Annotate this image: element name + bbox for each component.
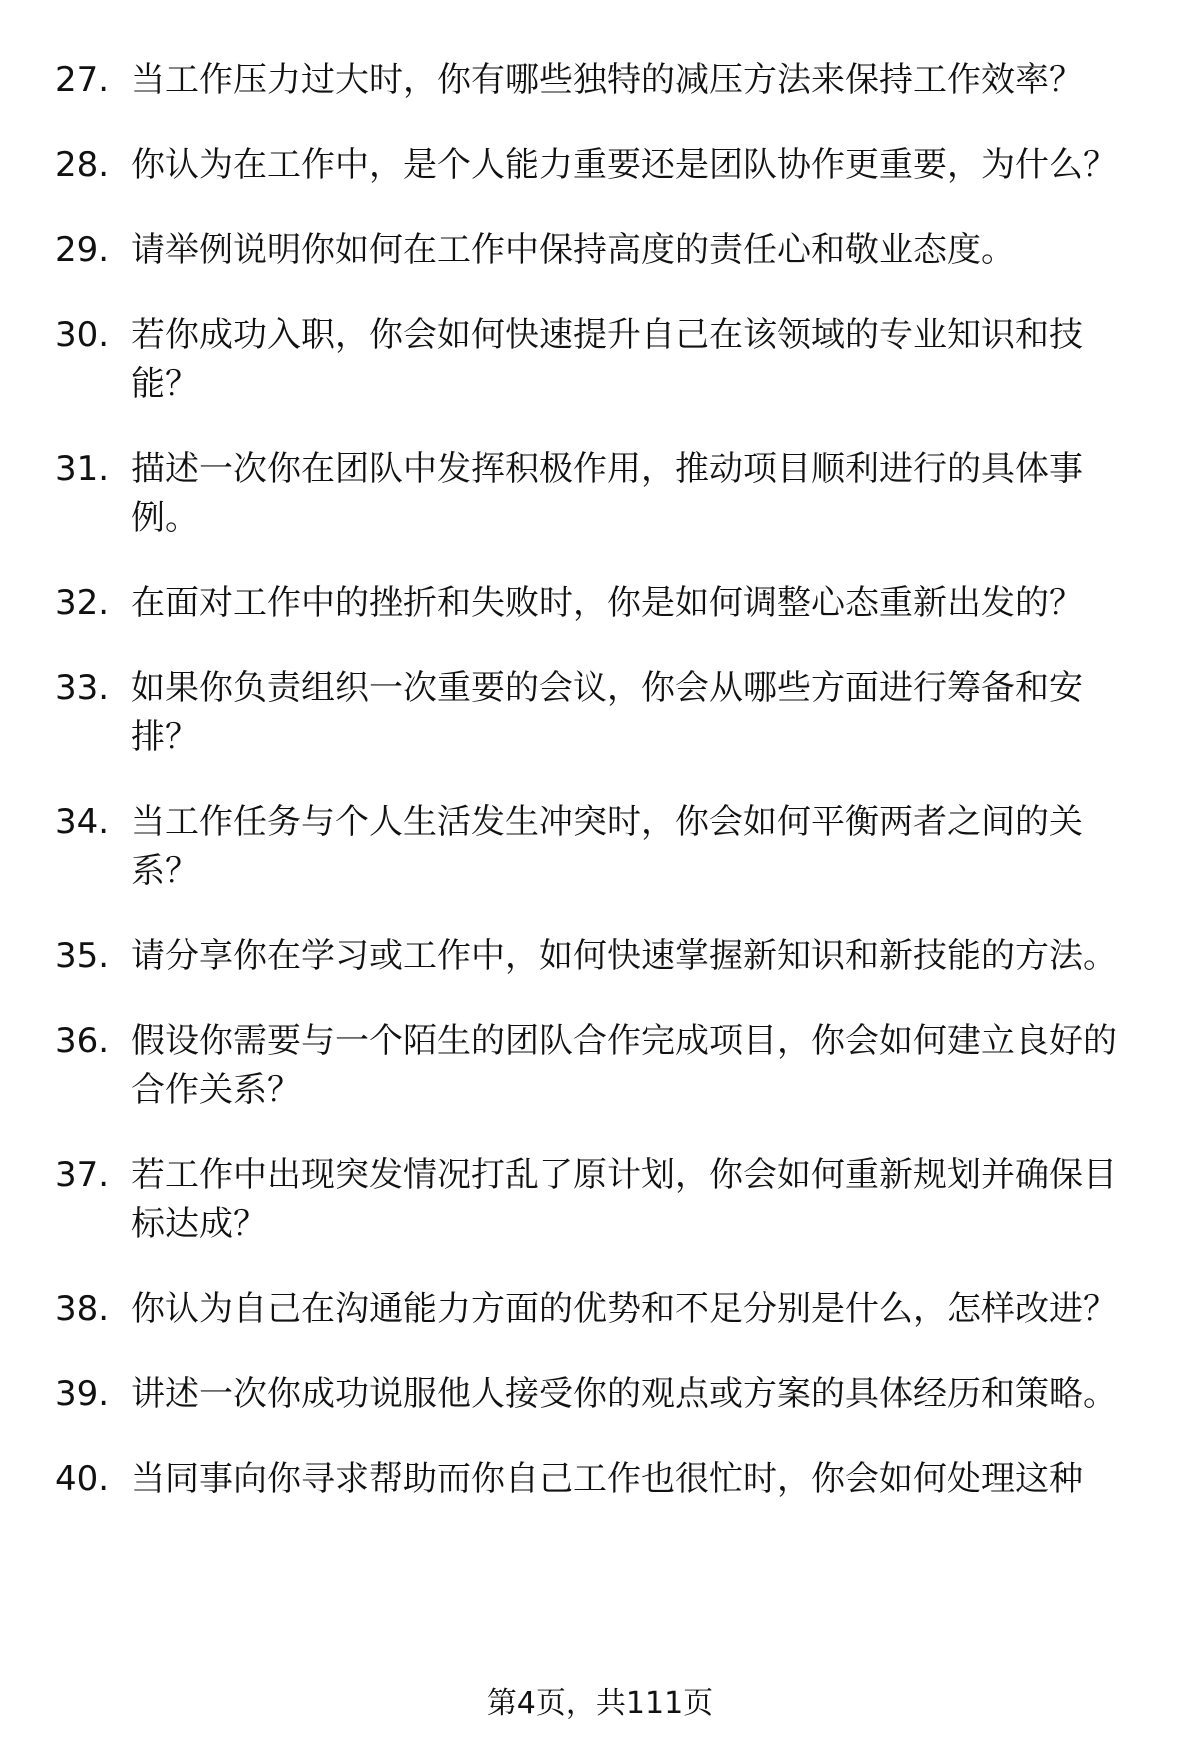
question-number: 34. [55,802,110,842]
list-item [55,141,1145,190]
page-footer: 第4页，共111页 [486,1686,714,1721]
question-text: 你认为自己在沟通能力方面的优势和不足分别是什么，怎样改进？ [131,1289,1117,1329]
question-text: 假设你需要与一个陌生的团队合作完成项目，你会如何建立良好的合作关系？ [131,1021,1117,1110]
list-item [55,1455,1145,1504]
question-text: 在面对工作中的挫折和失败时，你是如何调整心态重新出发的？ [131,583,1083,623]
question-number: 40. [55,1459,110,1499]
question-text: 当工作压力过大时，你有哪些独特的减压方法来保持工作效率？ [131,60,1083,100]
question-number: 37. [55,1155,110,1195]
list-item [55,56,1145,105]
question-text: 当同事向你寻求帮助而你自己工作也很忙时，你会如何处理这种 [131,1459,1083,1499]
question-text: 请分享你在学习或工作中，如何快速掌握新知识和新技能的方法。 [131,936,1117,976]
question-number: 28. [55,145,110,185]
question-number: 31. [55,449,110,489]
question-number: 33. [55,668,110,708]
question-text: 当工作任务与个人生活发生冲突时，你会如何平衡两者之间的关系？ [131,802,1083,891]
question-number: 30. [55,315,110,355]
list-item [55,798,1145,896]
question-number: 38. [55,1289,110,1329]
question-text: 若工作中出现突发情况打乱了原计划，你会如何重新规划并确保目标达成？ [131,1155,1117,1244]
list-item [55,932,1145,981]
list-item [55,226,1145,275]
question-text: 描述一次你在团队中发挥积极作用，推动项目顺利进行的具体事例。 [131,449,1083,538]
question-text: 请举例说明你如何在工作中保持高度的责任心和敬业态度。 [131,230,1015,270]
question-text: 你认为在工作中，是个人能力重要还是团队协作更重要，为什么？ [131,145,1117,185]
question-number: 35. [55,936,110,976]
list-item [55,1151,1145,1249]
list-item [55,1370,1145,1419]
question-number: 39. [55,1374,110,1414]
question-number: 36. [55,1021,110,1061]
list-item [55,579,1145,628]
question-number: 27. [55,60,110,100]
question-text: 若你成功入职，你会如何快速提升自己在该领域的专业知识和技能？ [131,315,1083,404]
list-item [55,1017,1145,1115]
question-text: 讲述一次你成功说服他人接受你的观点或方案的具体经历和策略。 [131,1374,1117,1414]
list-item [55,1285,1145,1334]
list-item [55,664,1145,762]
question-number: 29. [55,230,110,270]
question-text: 如果你负责组织一次重要的会议，你会从哪些方面进行筹备和安排？ [131,668,1083,757]
question-list [55,56,1145,1540]
question-number: 32. [55,583,110,623]
list-item [55,445,1145,543]
list-item [55,311,1145,409]
